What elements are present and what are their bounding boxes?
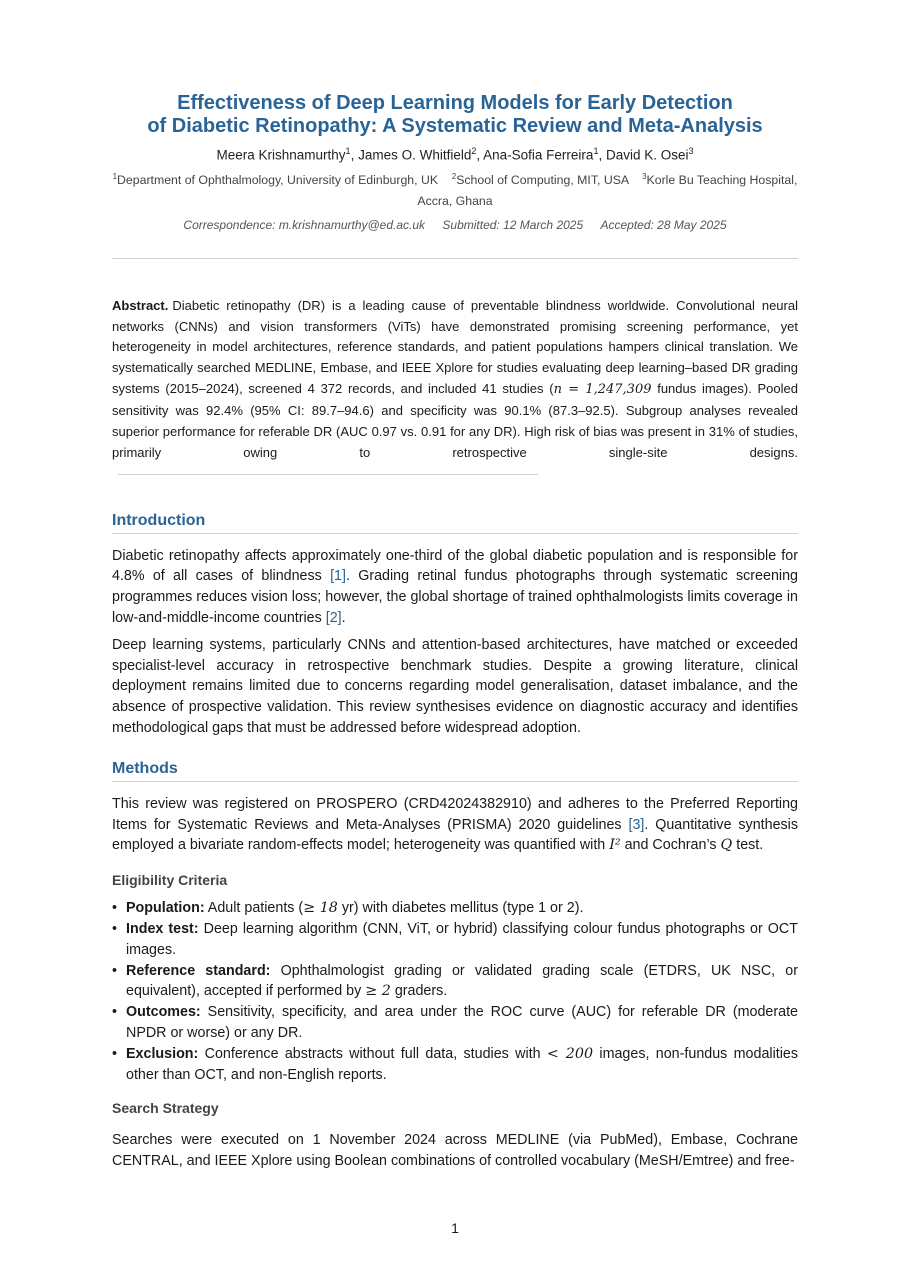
author-affil-mark: 3 <box>688 146 694 156</box>
criterion-math: ≥ 2 <box>365 983 391 1000</box>
criterion-math: ≥ 18 <box>303 899 338 916</box>
citation-link[interactable]: [1] <box>330 568 346 585</box>
abstract-n-math: n = 1,247,309 <box>553 382 652 398</box>
methods-text: and Cochran’s <box>620 837 721 854</box>
criterion-text: Deep learning algorithm (CNN, ViT, or hybrid) classifying colour fundus photographs or OCT images. <box>126 920 798 958</box>
methods-text: test. <box>732 837 764 854</box>
affiliation: Korle Bu Teaching Hospital, Accra, Ghana <box>417 172 798 208</box>
author-name: David K. Osei <box>605 147 689 163</box>
methods-section <box>112 760 798 1171</box>
methods-text: . Quantitative synthesis employed a bivariate random-effects model; heterogeneity was quantified with <box>112 816 799 854</box>
subheading-search-strategy: Search Strategy <box>112 1100 219 1117</box>
criterion-label: Reference standard: <box>126 962 271 979</box>
introduction-section <box>112 512 798 738</box>
abstract-text-a: Diabetic retinopathy (DR) is a leading cause of preventable blindness worldwide. Convolutional neural networks (CNNs) and vision transformers (ViTs) have demonstrated promising screening performance, yet heterogeneity in model architectures, reference standards, and patient populations hampers clinical translation. We systematically searched MEDLINE, Embase, and IEEE Xplore for studies evaluating deep learning–based DR grading systems (2015–2024), screened 4 372 records, and included 41 studies ( <box>112 297 798 397</box>
subheading-eligibility: Eligibility Criteria <box>112 871 228 888</box>
intro-paragraph-2: Deep learning systems, particularly CNNs and attention-based architectures, have matched or exceeded specialist-level accuracy in retrospective benchmark studies. Despite a growing literature, clinical deployment remains limited due to concerns regarding model generalisation, dataset imbalance, and the absence of prospective validation. This review synthesises evidence on diagnostic accuracy and identifies methodological gaps that must be addressed before widespread adoption. <box>112 637 798 736</box>
abstract-text-b: fundus images). Pooled sensitivity was 92.4% (95% CI: 89.7–94.6) and specificity was 90.1% (87.3–92.5). Subgroup analyses revealed superior performance for referable DR (AUC 0.97 vs. 0.91 for any DR). High risk of bias was present in 31% of studies, primarily owing to retrospective single-site designs. <box>112 381 798 460</box>
author-list: Meera Krishnamurthy$^1$, James O. Whitfield$^2$, Ana-Sofia Ferreira$^1$, David K. Osei$^3$ <box>216 146 694 163</box>
paper-page <box>112 92 798 1171</box>
author-affil-mark: 1 <box>345 146 351 156</box>
section-heading-methods: Methods <box>112 760 798 782</box>
criterion-label: Index test: <box>126 920 199 937</box>
citation-link[interactable]: [3] <box>628 816 645 833</box>
criterion-label: Outcomes: <box>126 1004 201 1021</box>
intro-text: . Grading retinal fundus photographs through systematic screening programmes reduces vision loss; however, the global shortage of trained ophthalmologists limits coverage in low-and-middle-income countries <box>112 568 798 626</box>
citation-link[interactable]: [2] <box>325 609 342 626</box>
criterion-text: Conference abstracts without full data, studies with <box>198 1046 547 1063</box>
author-affil-mark: 2 <box>471 146 477 156</box>
paper-title <box>112 92 798 138</box>
page-number: 1 <box>451 1220 459 1236</box>
eligibility-list <box>112 898 798 1085</box>
title-line-1: Effectiveness of Deep Learning Models for Early Detection <box>177 92 733 114</box>
affil-mark: 1 <box>112 171 118 181</box>
list-item <box>112 1002 798 1043</box>
list-item <box>112 919 798 960</box>
criterion-text: images, non-fundus modalities other than OCT, and non-English reports. <box>126 1046 799 1083</box>
affiliation: Department of Ophthalmology, University of Edinburgh, UK <box>117 172 439 187</box>
affiliations <box>112 166 798 212</box>
intro-text: . <box>341 609 346 626</box>
q-math: Q <box>720 837 733 854</box>
author-name: Meera Krishnamurthy <box>216 147 346 163</box>
criterion-text: yr) with diabetes mellitus (type 1 or 2). <box>337 899 584 916</box>
title-line-2: of Diabetic Retinopathy: A Systematic Review and Meta-Analysis <box>147 115 763 137</box>
affiliation: School of Computing, MIT, USA <box>456 172 629 187</box>
abstract-end-rule <box>118 474 538 475</box>
affil-mark: 2 <box>451 171 457 181</box>
criterion-math: < 200 <box>546 1046 594 1063</box>
accepted-date: Accepted: 28 May 2025 <box>600 217 727 232</box>
criterion-text: Ophthalmologist grading or validated grading scale (ETDRS, UK NSC, or equivalent), accepted if performed by <box>126 962 799 1000</box>
methods-text: This review was registered on PROSPERO (CRD42024382910) and adheres to the Preferred Reporting Items for Systematic Reviews and Meta-Analyses (PRISMA) 2020 guidelines <box>112 796 798 833</box>
i-squared-math: I² <box>609 837 621 854</box>
criterion-text: Adult patients ( <box>204 899 304 916</box>
submitted-date: Submitted: 12 March 2025 <box>442 217 584 232</box>
list-item <box>112 1044 798 1085</box>
criterion-label: Population: <box>126 899 205 916</box>
correspondence: Correspondence: m.krishnamurthy@ed.ac.uk <box>183 217 426 232</box>
abstract-label: Abstract. <box>112 297 169 313</box>
header-divider <box>112 258 798 259</box>
criterion-text: Sensitivity, specificity, and area under the ROC curve (AUC) for referable DR (moderate NPDR or worse) or any DR. <box>126 1004 798 1041</box>
criterion-text: graders. <box>390 983 448 1000</box>
search-paragraph: Searches were executed on 1 November 2024 across MEDLINE (via PubMed), Embase, Cochrane CENTRAL, and IEEE Xplore using Boolean combinations of controlled vocabulary (MeSH/Emtree) and free- <box>112 1132 798 1169</box>
list-item <box>112 898 798 919</box>
author-name: James O. Whitfield <box>358 147 472 163</box>
author-affil-mark: 1 <box>593 146 599 156</box>
section-heading-introduction: Introduction <box>112 512 798 534</box>
abstract <box>112 296 798 485</box>
criterion-label: Exclusion: <box>126 1046 199 1063</box>
list-item <box>112 961 798 1002</box>
author-name: Ana-Sofia Ferreira <box>483 147 594 163</box>
intro-text: Diabetic retinopathy affects approximately one-third of the global diabetic population and is responsible for 4.8% of all cases of blindness <box>112 547 798 585</box>
affil-mark: 3 <box>642 171 647 181</box>
methods-paragraph-1 <box>112 794 798 856</box>
intro-paragraph-1 <box>112 546 798 628</box>
article-meta <box>112 218 798 232</box>
